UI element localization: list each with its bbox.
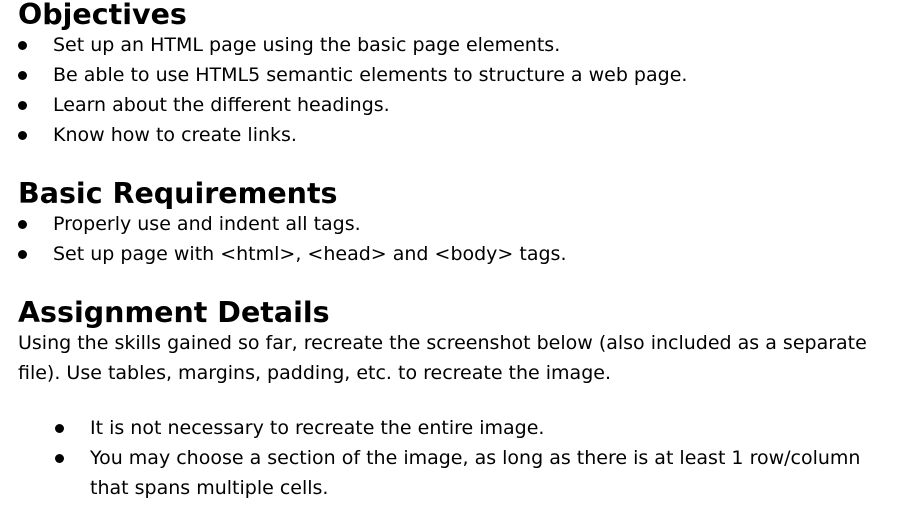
bullet-icon [18, 220, 27, 229]
list-item-text: Be able to use HTML5 semantic elements to structure a web page. [53, 64, 688, 86]
bullet-icon [55, 424, 64, 433]
basic-requirements-list [18, 209, 898, 269]
bullet-icon [55, 454, 64, 463]
list-item-text: Properly use and indent all tags. [53, 213, 361, 235]
objectives-list [18, 30, 898, 150]
list-item [18, 239, 898, 269]
bullet-icon [18, 41, 27, 50]
bullet-icon [18, 250, 27, 259]
list-item-text: Know how to create links. [53, 124, 297, 146]
bullet-icon [18, 131, 27, 140]
list-item [18, 60, 898, 90]
spacer [18, 388, 898, 413]
assignment-details-heading: Assignment Details [18, 296, 330, 329]
list-item [18, 30, 898, 60]
assignment-details-list [18, 413, 898, 503]
list-item [18, 90, 898, 120]
spacer [18, 269, 898, 298]
list-item-text: You may choose a section of the image, as long as there is at least 1 row/column that spans multiple cells. [90, 447, 861, 499]
basic-requirements-heading: Basic Requirements [18, 177, 338, 210]
bullet-icon [18, 71, 27, 80]
list-item-text: Set up page with <html>, <head> and <body> tags. [53, 243, 567, 265]
list-item [55, 443, 898, 503]
objectives-heading: Objectives [18, 0, 187, 31]
list-item [18, 209, 898, 239]
bullet-icon [18, 101, 27, 110]
assignment-details-paragraph: Using the skills gained so far, recreate the screenshot below (also included as a separate file). Use tables, margins, padding, etc. to recreate the image. [18, 332, 867, 384]
list-item [55, 413, 898, 443]
list-item-text: Learn about the different headings. [53, 94, 390, 116]
list-item [18, 120, 898, 150]
spacer [18, 150, 898, 179]
list-item-text: Set up an HTML page using the basic page elements. [53, 34, 561, 56]
list-item-text: It is not necessary to recreate the entire image. [90, 417, 545, 439]
